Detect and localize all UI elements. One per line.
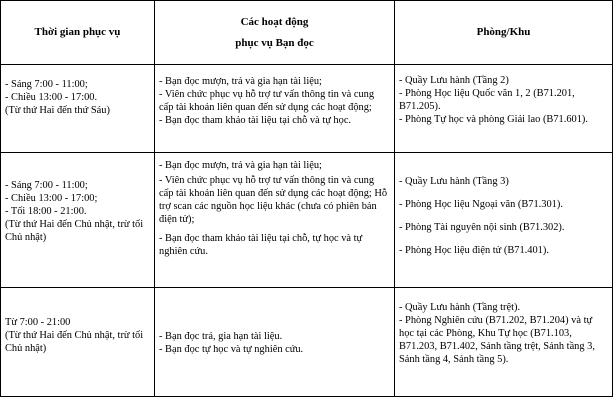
- room-item: - Quầy Lưu hành (Tầng 3): [399, 176, 509, 187]
- room-item: - Quầy Lưu hành (Tầng trệt).: [399, 302, 521, 313]
- row-2-activities-cell: [155, 153, 395, 288]
- header-activities-line-1: Các hoạt động: [240, 15, 309, 28]
- table-row: [1, 153, 613, 288]
- activity-item: - Viên chức phục vụ hỗ trợ tư vấn thông tin và cung cấp tài khoản liên quan đến sử dụng các hoạt động; Hỗ trợ scan các nguồn học liệu khác (chưa có phiên bản điện tử);: [159, 175, 388, 225]
- header-time-label: Thời gian phục vụ: [34, 26, 121, 39]
- row-1-time-cell: [1, 65, 155, 153]
- time-line: - Tối 18:00 - 21:00.: [5, 206, 87, 217]
- row-1-activities-cell: [155, 65, 395, 153]
- activity-item: - Bạn đọc tham khảo tài liệu tại chỗ và tự học.: [159, 115, 352, 126]
- activity-item: - Bạn đọc tham khảo tài liệu tại chỗ, tự học và tự nghiên cứu.: [159, 233, 363, 257]
- header-time: [1, 1, 155, 65]
- header-rooms: [395, 1, 613, 65]
- time-line: (Từ thứ Hai đến Chủ nhật, trừ tối Chủ nhật): [5, 330, 144, 354]
- room-item: - Phòng Học liệu Quốc văn 1, 2 (B71.201, B71.205).: [399, 88, 575, 112]
- activity-item: - Bạn đọc tự học và tự nghiên cứu.: [159, 344, 304, 355]
- room-item: - Phòng Nghiên cứu (B71.202, B71.204) và tự học tại các Phòng, Khu Tự học (B71.103, B71.203, B71.402, Sảnh tầng trệt, Sảnh tầng 3, Sảnh tầng 4, Sảnh tầng 5).: [399, 315, 595, 365]
- time-line: - Chiều 13:00 - 17:00.: [5, 92, 98, 103]
- time-line: - Chiều 13:00 - 17:00;: [5, 193, 98, 204]
- time-line: - Sáng 7:00 - 11:00;: [5, 180, 88, 191]
- room-item: - Phòng Tài nguyên nội sinh (B71.302).: [399, 222, 565, 233]
- activity-item: - Viên chức phục vụ hỗ trợ tư vấn thông tin và cung cấp tài khoản liên quan đến sử dụng các hoạt động;: [159, 89, 375, 113]
- table-row: [1, 288, 613, 397]
- row-2-rooms-cell: [395, 153, 613, 288]
- row-3-time-cell: [1, 288, 155, 397]
- time-line: - Sáng 7:00 - 11:00;: [5, 79, 88, 90]
- room-item: - Phòng Học liệu điện tử (B71.401).: [399, 245, 549, 256]
- row-3-activities-cell: [155, 288, 395, 397]
- time-line: (Từ thứ Hai đến thứ Sáu): [5, 105, 110, 116]
- time-line: Từ 7:00 - 21:00: [5, 317, 71, 328]
- table-row: [1, 65, 613, 153]
- time-line: (Từ thứ Hai đến Chủ nhật, trừ tối Chủ nhật): [5, 219, 144, 243]
- activity-item: - Bạn đọc mượn, trả và gia hạn tài liệu;: [159, 76, 322, 87]
- room-item: - Phòng Tự học và phòng Giải lao (B71.601).: [399, 114, 588, 125]
- row-3-rooms-cell: [395, 288, 613, 397]
- header-activities-line-2: phục vụ Bạn đọc: [235, 36, 314, 49]
- row-2-time-cell: [1, 153, 155, 288]
- row-1-rooms-cell: [395, 65, 613, 153]
- activity-item: - Bạn đọc mượn, trả và gia hạn tài liệu;: [159, 160, 322, 171]
- room-item: - Phòng Học liệu Ngoại văn (B71.301).: [399, 199, 563, 210]
- room-item: - Quầy Lưu hành (Tầng 2): [399, 75, 509, 86]
- table-header-row: [1, 1, 613, 65]
- header-rooms-label: Phòng/Khu: [476, 26, 531, 39]
- header-activities: [155, 1, 395, 65]
- activity-item: - Bạn đọc trả, gia hạn tài liệu.: [159, 331, 283, 342]
